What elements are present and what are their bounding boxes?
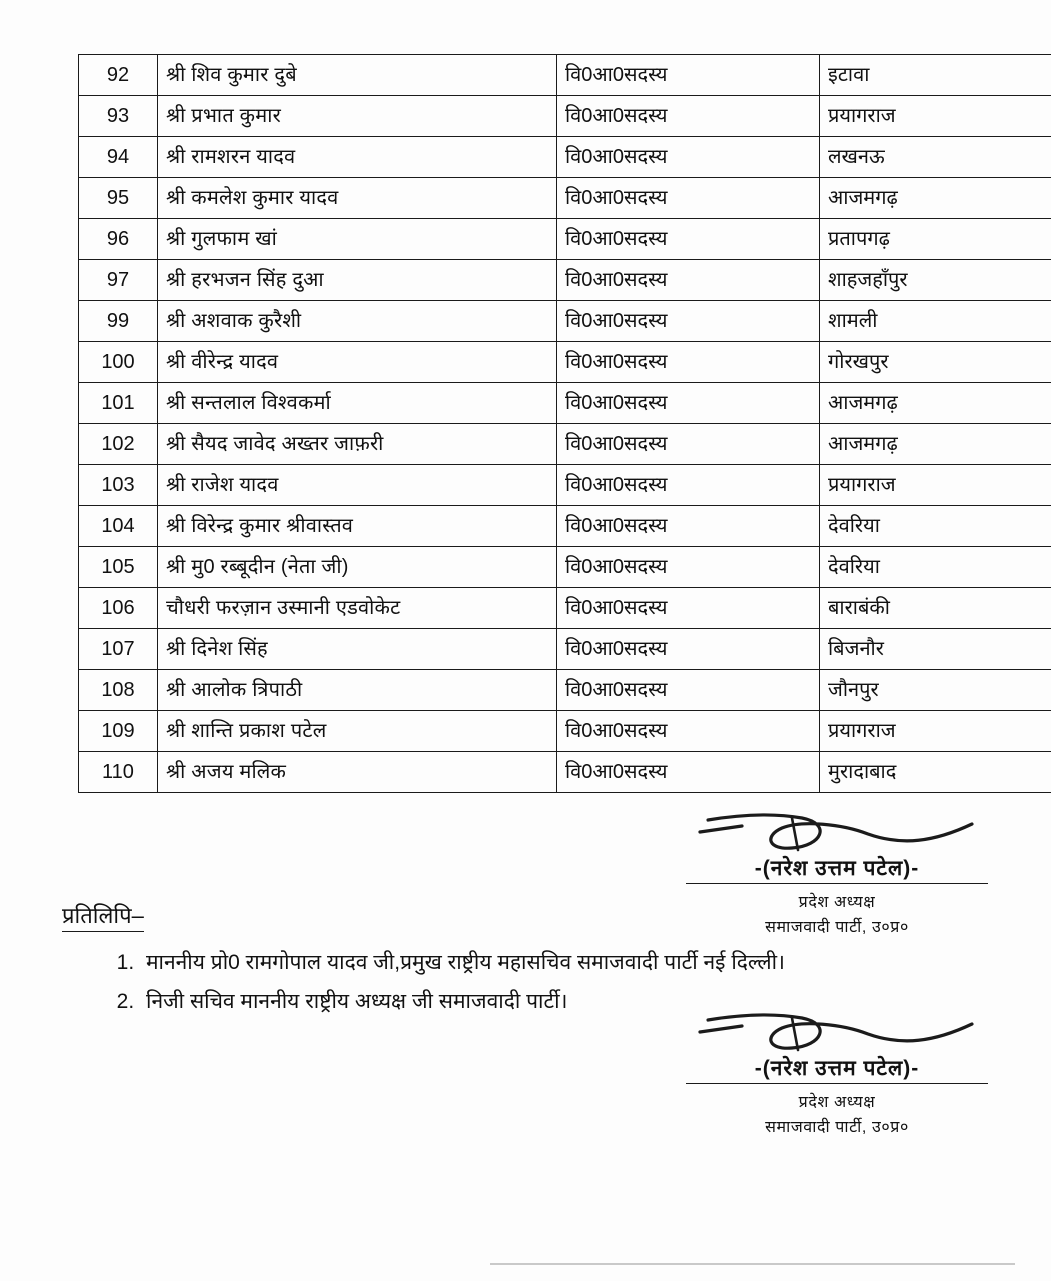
table-row bbox=[79, 465, 1051, 506]
row-post: वि0आ0सदस्य bbox=[557, 137, 820, 178]
row-district: आजमगढ़ bbox=[820, 383, 1051, 424]
row-district: प्रतापगढ़ bbox=[820, 219, 1051, 260]
row-serial: 103 bbox=[79, 465, 158, 506]
row-name: श्री हरभजन सिंह दुआ bbox=[158, 260, 557, 301]
row-name: श्री विरेन्द्र कुमार श्रीवास्तव bbox=[158, 506, 557, 547]
copy-to-heading: प्रतिलिपि– bbox=[62, 900, 144, 932]
row-post: वि0आ0सदस्य bbox=[557, 383, 820, 424]
row-serial: 106 bbox=[79, 588, 158, 629]
row-serial: 105 bbox=[79, 547, 158, 588]
row-serial: 94 bbox=[79, 137, 158, 178]
row-name: श्री कमलेश कुमार यादव bbox=[158, 178, 557, 219]
row-name: श्री राजेश यादव bbox=[158, 465, 557, 506]
table-row bbox=[79, 178, 1051, 219]
table-row bbox=[79, 383, 1051, 424]
row-name: श्री अजय मलिक bbox=[158, 752, 557, 793]
signature-role: प्रदेश अध्यक्ष bbox=[798, 894, 876, 911]
table-row bbox=[79, 711, 1051, 752]
row-name: श्री गुलफाम खां bbox=[158, 219, 557, 260]
table-row bbox=[79, 588, 1051, 629]
row-district: जौनपुर bbox=[820, 670, 1051, 711]
row-serial: 107 bbox=[79, 629, 158, 670]
row-district: देवरिया bbox=[820, 547, 1051, 588]
list-item: 1. माननीय प्रो0 रामगोपाल यादव जी,प्रमुख राष्ट्रीय महासचिव समाजवादी पार्टी नई दिल्ली। bbox=[140, 944, 962, 983]
copy-to-section bbox=[62, 900, 962, 1022]
row-district: शामली bbox=[820, 301, 1051, 342]
row-name: श्री प्रभात कुमार bbox=[158, 96, 557, 137]
row-district: बिजनौर bbox=[820, 629, 1051, 670]
table-row bbox=[79, 670, 1051, 711]
row-post: वि0आ0सदस्य bbox=[557, 219, 820, 260]
row-post: वि0आ0सदस्य bbox=[557, 506, 820, 547]
table-row bbox=[79, 629, 1051, 670]
table-row bbox=[79, 260, 1051, 301]
row-district: लखनऊ bbox=[820, 137, 1051, 178]
row-post: वि0आ0सदस्य bbox=[557, 424, 820, 465]
row-post: वि0आ0सदस्य bbox=[557, 752, 820, 793]
row-post: वि0आ0सदस्य bbox=[557, 588, 820, 629]
row-district: इटावा bbox=[820, 55, 1051, 96]
table-row bbox=[79, 752, 1051, 793]
signature-name: -(नरेश उत्तम पटेल)- bbox=[672, 1054, 1002, 1082]
table-row bbox=[79, 96, 1051, 137]
row-district: मुरादाबाद bbox=[820, 752, 1051, 793]
row-post: वि0आ0सदस्य bbox=[557, 465, 820, 506]
row-name: श्री आलोक त्रिपाठी bbox=[158, 670, 557, 711]
row-name: चौधरी फरज़ान उस्मानी एडवोकेट bbox=[158, 588, 557, 629]
row-serial: 108 bbox=[79, 670, 158, 711]
row-name: श्री मु0 रब्बूदीन (नेता जी) bbox=[158, 547, 557, 588]
row-post: वि0आ0सदस्य bbox=[557, 301, 820, 342]
row-post: वि0आ0सदस्य bbox=[557, 96, 820, 137]
row-district: देवरिया bbox=[820, 506, 1051, 547]
row-district: गोरखपुर bbox=[820, 342, 1051, 383]
members-table-body bbox=[79, 55, 1051, 793]
row-serial: 104 bbox=[79, 506, 158, 547]
row-serial: 110 bbox=[79, 752, 158, 793]
row-name: श्री रामशरन यादव bbox=[158, 137, 557, 178]
row-serial: 100 bbox=[79, 342, 158, 383]
page-bottom-rule bbox=[490, 1263, 1015, 1265]
row-serial: 93 bbox=[79, 96, 158, 137]
row-post: वि0आ0सदस्य bbox=[557, 342, 820, 383]
table-row bbox=[79, 342, 1051, 383]
signature-mark-icon bbox=[672, 806, 1002, 858]
row-district: शाहजहाँपुर bbox=[820, 260, 1051, 301]
table-row bbox=[79, 301, 1051, 342]
row-name: श्री वीरेन्द्र यादव bbox=[158, 342, 557, 383]
row-name: श्री सैयद जावेद अख्तर जाफ़री bbox=[158, 424, 557, 465]
row-district: आजमगढ़ bbox=[820, 178, 1051, 219]
row-name: श्री अशवाक कुरैशी bbox=[158, 301, 557, 342]
row-name: श्री शिव कुमार दुबे bbox=[158, 55, 557, 96]
list-item: 2. निजी सचिव माननीय राष्ट्रीय अध्यक्ष जी समाजवादी पार्टी। bbox=[140, 983, 962, 1022]
signature-name: -(नरेश उत्तम पटेल)- bbox=[672, 854, 1002, 882]
table-row bbox=[79, 219, 1051, 260]
signature-role: प्रदेश अध्यक्ष bbox=[798, 1094, 876, 1111]
row-district: प्रयागराज bbox=[820, 465, 1051, 506]
row-serial: 109 bbox=[79, 711, 158, 752]
members-table bbox=[78, 54, 1051, 793]
row-serial: 102 bbox=[79, 424, 158, 465]
row-name: श्री शान्ति प्रकाश पटेल bbox=[158, 711, 557, 752]
row-name: श्री सन्तलाल विश्वकर्मा bbox=[158, 383, 557, 424]
table-row bbox=[79, 55, 1051, 96]
table-row bbox=[79, 506, 1051, 547]
signature-mark-icon bbox=[672, 1006, 1002, 1058]
table-row bbox=[79, 137, 1051, 178]
row-name: श्री दिनेश सिंह bbox=[158, 629, 557, 670]
row-post: वि0आ0सदस्य bbox=[557, 670, 820, 711]
row-serial: 97 bbox=[79, 260, 158, 301]
row-post: वि0आ0सदस्य bbox=[557, 547, 820, 588]
row-district: बाराबंकी bbox=[820, 588, 1051, 629]
row-serial: 101 bbox=[79, 383, 158, 424]
table-row bbox=[79, 547, 1051, 588]
row-district: प्रयागराज bbox=[820, 711, 1051, 752]
row-serial: 95 bbox=[79, 178, 158, 219]
members-table-container bbox=[78, 54, 994, 793]
row-post: वि0आ0सदस्य bbox=[557, 629, 820, 670]
row-post: वि0आ0सदस्य bbox=[557, 178, 820, 219]
row-serial: 99 bbox=[79, 301, 158, 342]
row-post: वि0आ0सदस्य bbox=[557, 55, 820, 96]
row-post: वि0आ0सदस्य bbox=[557, 711, 820, 752]
row-serial: 96 bbox=[79, 219, 158, 260]
signature-org: समाजवादी पार्टी, उ०प्र० bbox=[765, 1119, 909, 1136]
signature-org: समाजवादी पार्टी, उ०प्र० bbox=[765, 919, 909, 936]
row-serial: 92 bbox=[79, 55, 158, 96]
row-district: आजमगढ़ bbox=[820, 424, 1051, 465]
row-post: वि0आ0सदस्य bbox=[557, 260, 820, 301]
signature-block-bottom bbox=[672, 1006, 1002, 1137]
table-row bbox=[79, 424, 1051, 465]
row-district: प्रयागराज bbox=[820, 96, 1051, 137]
